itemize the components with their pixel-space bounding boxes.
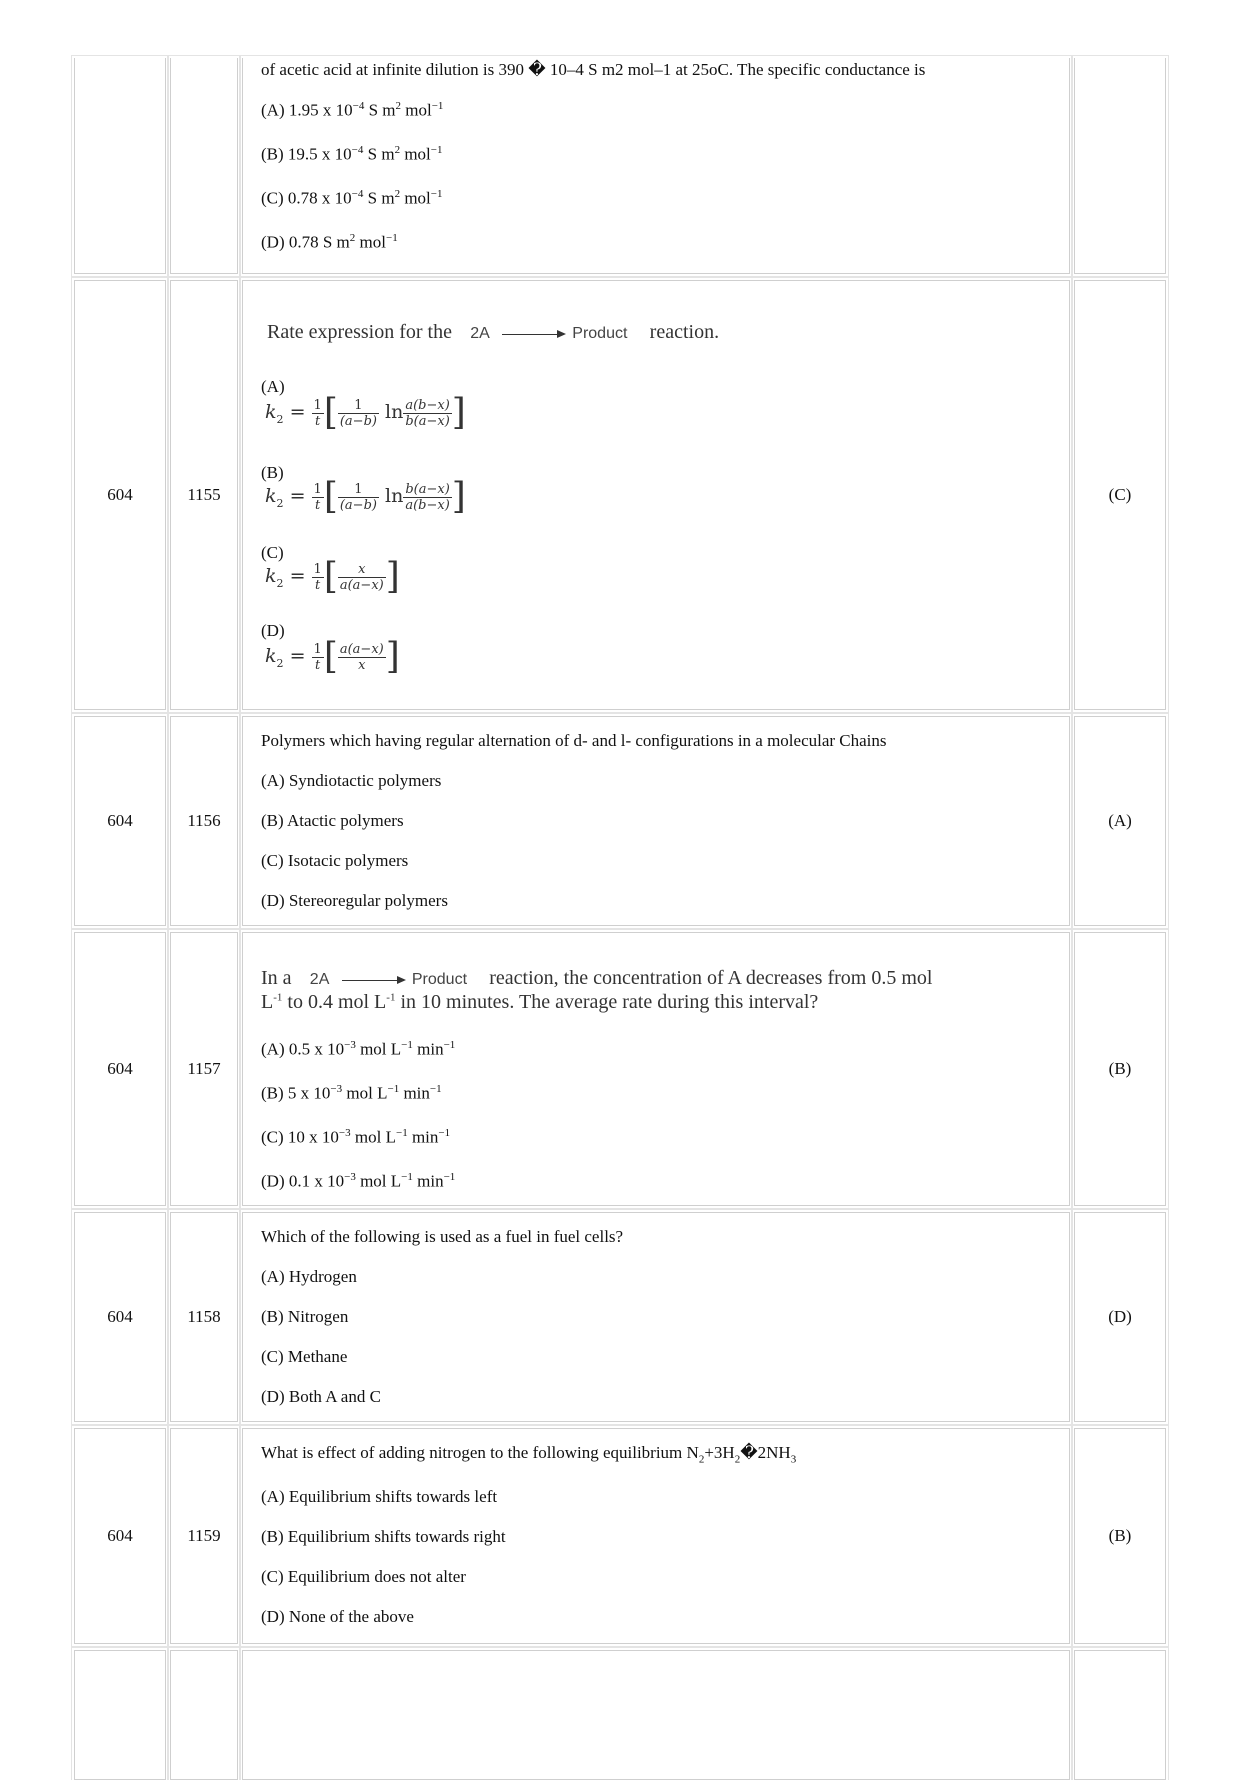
option-d: (D) None of the above [261,1607,414,1626]
question-text: of acetic acid at infinite dilution is 390 � 10–4 S m2 mol–1 at 25oC. The specific conductance is [261,60,926,79]
option-c-label: (C) [261,543,284,562]
row-0-question-cell [242,58,1070,274]
option-b: (B) 5 x $10^{-3}$ mol $L^{-1}$ $\min^{-1}$ [261,1083,442,1103]
option-d: (D) 0.78 S $m^2$ mol$^{-1}$ [261,232,398,252]
option-a: (A) 0.5 x $10^{-3}$ mol $L^{-1}$ $\min^{-1}$ [261,1039,456,1059]
row-1156-qno-cell: 1156 [170,716,238,926]
row-next-question-cell [242,1650,1070,1780]
row-1157-qno-cell: 1157 [170,932,238,1206]
option-a: (A) 1.95 x $10^{-4}$ S $m^2$ mol$^{-1}$ [261,100,444,120]
option-b: (B) Atactic polymers [261,811,404,830]
row-next-answer-cell [1074,1650,1166,1780]
row-1159-subject-cell: 604 [74,1428,166,1644]
question-text: Rate expression for the 2A Product reaction. [267,321,720,343]
option-a: (A) Equilibrium shifts towards left [261,1487,498,1506]
option-a: (A) Hydrogen [261,1267,357,1286]
question-text: Which of the following is used as a fuel in fuel cells? [261,1227,624,1246]
option-b: (B) 19.5 x $10^{-4}$ S $m^2$ mol$^{-1}$ [261,144,443,164]
option-a: (A) Syndiotactic polymers [261,771,442,790]
option-c: (C) Equilibrium does not alter [261,1567,466,1586]
question-text-line-2: $L^{-1}$ to 0.4 mol $L^{-1}$ in 10 minutes. The average rate during this interval? [261,991,819,1013]
formula-b: $k_2$ = $\frac{1}{t}$ [ $\frac{1}{(a-b)}$ ln $\frac{b(a-x)}{a(b-x)}$ ] [265,476,466,517]
row-1159-question-cell [242,1428,1070,1644]
row-1157-answer-cell: (B) [1074,932,1166,1206]
row-1156-question-cell [242,716,1070,926]
row-1156-subject-cell: 604 [74,716,166,926]
row-1158-qno-cell: 1158 [170,1212,238,1422]
row-next-qno-cell [170,1650,238,1780]
option-b: (B) Nitrogen [261,1307,349,1326]
row-1159-answer-cell: (B) [1074,1428,1166,1644]
row-1155-qno-cell: 1155 [170,280,238,710]
arrow-icon [342,980,404,981]
row-next-subject-cell [74,1650,166,1780]
option-d-label: (D) [261,621,285,640]
question-text: What is effect of adding nitrogen to the following equilibrium $N_2+3H_2�2NH_3$ [261,1443,797,1466]
row-1156-answer-cell: (A) [1074,716,1166,926]
arrow-icon [502,334,564,335]
option-d: (D) 0.1 x $10^{-3}$ mol $L^{-1}$ $\min^{-1}$ [261,1171,456,1191]
row-1155-subject-cell: 604 [74,280,166,710]
option-d: (D) Both A and C [261,1387,381,1406]
row-1159-qno-cell: 1159 [170,1428,238,1644]
option-c: (C) Isotacic polymers [261,851,409,870]
row-0-answer-cell [1074,58,1166,274]
option-c: (C) 0.78 x $10^{-4}$ S $m^2$ mol$^{-1}$ [261,188,443,208]
formula-a: $k_2$ = $\frac{1}{t}$ [ $\frac{1}{(a-b)}$ ln $\frac{a(b-x)}{b(a-x)}$ ] [265,392,466,433]
formula-c: $k_2$ = $\frac{1}{t}$ [ $\frac{x}{a(a-x)}$ ] [265,556,400,597]
row-1158-answer-cell: (D) [1074,1212,1166,1422]
option-b-label: (B) [261,463,284,482]
row-1157-subject-cell: 604 [74,932,166,1206]
question-text: Polymers which having regular alternation of d- and l- configurations in a molecular Chains [261,731,887,750]
option-b: (B) Equilibrium shifts towards right [261,1527,506,1546]
row-1158-question-cell [242,1212,1070,1422]
option-c: (C) 10 x $10^{-3}$ mol $L^{-1}$ $\min^{-1}$ [261,1127,451,1147]
question-text-line-1: In a 2A Product reaction, the concentration of A decreases from 0.5 mol [261,967,933,989]
row-1155-answer-cell: (C) [1074,280,1166,710]
formula-d: $k_2$ = $\frac{1}{t}$ [ $\frac{a(a-x)}{x}$ ] [265,636,400,677]
option-a-label: (A) [261,377,285,396]
option-d: (D) Stereoregular polymers [261,891,448,910]
row-1157-question-cell [242,932,1070,1206]
row-0-subject-cell [74,58,166,274]
row-1155-question-cell [242,280,1070,710]
row-0-qno-cell [170,58,238,274]
row-1158-subject-cell: 604 [74,1212,166,1422]
option-c: (C) Methane [261,1347,348,1366]
